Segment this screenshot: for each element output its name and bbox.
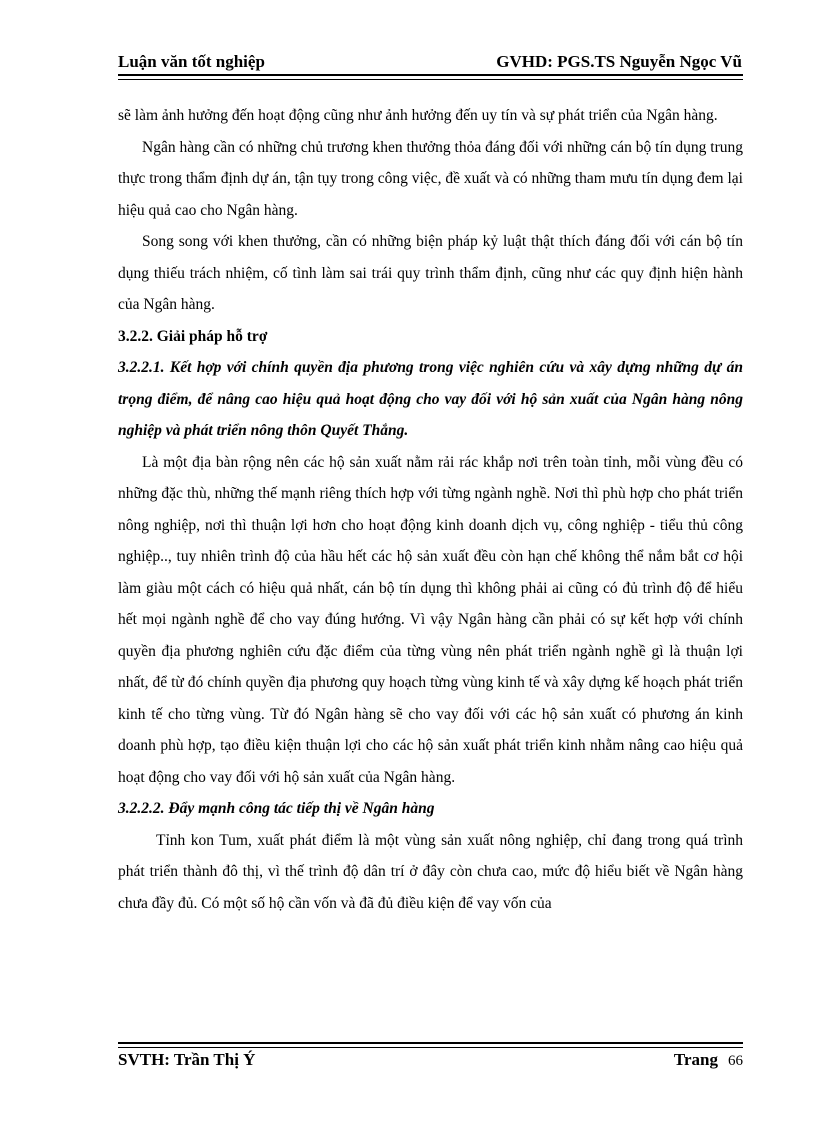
footer-student: SVTH: Trần Thị Ý [118, 1050, 256, 1069]
heading-3-2-2-1: 3.2.2.1. Kết hợp với chính quyền địa phương trong việc nghiên cứu và xây dựng những dự án trọng điểm, để nâng cao hiệu quả hoạt động cho vay đối với hộ sản xuất của Ngân hàng nông nghiệp và phát triển nông thôn Quyết Thắng. [118, 359, 743, 439]
paragraph-5: Tỉnh kon Tum, xuất phát điểm là một vùng sản xuất nông nghiệp, chỉ đang trong quá trình phát triển thành đô thị, vì thế trình độ dân trí ở đây còn chưa cao, mức độ hiểu biết về Ngân hàng chưa đầy đủ. Có một số hộ cần vốn và đã đủ điều kiện để vay vốn của [118, 831, 743, 912]
header-advisor: GVHD: PGS.TS Nguyễn Ngọc Vũ [496, 52, 742, 71]
footer-page [674, 1050, 743, 1070]
header-thesis-title: Luận văn tốt nghiệp [118, 52, 265, 71]
page-body [118, 100, 743, 919]
paragraph-2: Ngân hàng cần có những chủ trương khen thưởng thỏa đáng đối với những cán bộ tín dụng trung thực trong thẩm định dự án, tận tụy trong công việc, đề xuất và có những tham mưu tín dụng đem lại hiệu quả cao cho Ngân hàng. [118, 138, 743, 219]
page-number: 66 [728, 1053, 743, 1069]
heading-3-2-2: 3.2.2. Giải pháp hỗ trợ [118, 327, 268, 345]
paragraph-3: Song song với khen thưởng, cần có những biện pháp kỷ luật thật thích đáng đối với cán bộ tín dụng thiếu trách nhiệm, cố tình làm sai trái quy trình thẩm định, cũng như các quy định hiện hành của Ngân hàng. [118, 233, 743, 313]
footer-divider [118, 1042, 743, 1048]
page-footer [118, 1050, 743, 1076]
paragraph-1: sẽ làm ảnh hưởng đến hoạt động cũng như ảnh hưởng đến uy tín và sự phát triển của Ngân hàng. [118, 107, 718, 124]
paragraph-4: Là một địa bàn rộng nên các hộ sản xuất nằm rải rác khắp nơi trên toàn tỉnh, mỗi vùng đều có những đặc thù, những thế mạnh riêng thích hợp với từng ngành nghề. Nơi thì phù hợp cho phát triển nông nghiệp, nơi thì thuận lợi hơn cho hoạt động kinh doanh dịch vụ, công nghiệp - tiểu thủ công nghiệp.., tuy nhiên trình độ của hầu hết các hộ sản xuất đều còn hạn chế không thể nắm bắt cơ hội làm giàu một cách có hiệu quả nhất, cán bộ tín dụng thì không phải ai cũng có đủ trình độ để hiểu hết mọi ngành nghề để cho vay đúng hướng. Vì vậy Ngân hàng cần phải có sự kết hợp với chính quyền địa phương nghiên cứu đặc điểm của từng vùng nên phát triển ngành nghề gì là thuận lợi nhất, để từ đó chính quyền địa phương quy hoạch từng vùng kinh tế và xây dựng kế hoạch phát triển kinh tế cho từng vùng. Từ đó Ngân hàng sẽ cho vay đối với các hộ sản xuất có phương án kinh doanh phù hợp, tạo điều kiện thuận lợi cho các hộ sản xuất phát triển kinh nhằm nâng cao hiệu quả hoạt động cho vay đối với hộ sản xuất của Ngân hàng. [118, 453, 743, 786]
header-divider [118, 74, 743, 80]
heading-3-2-2-2: 3.2.2.2. Đẩy mạnh công tác tiếp thị về Ngân hàng [118, 800, 435, 817]
footer-page-label: Trang [673, 1050, 718, 1069]
page-header [118, 52, 742, 76]
